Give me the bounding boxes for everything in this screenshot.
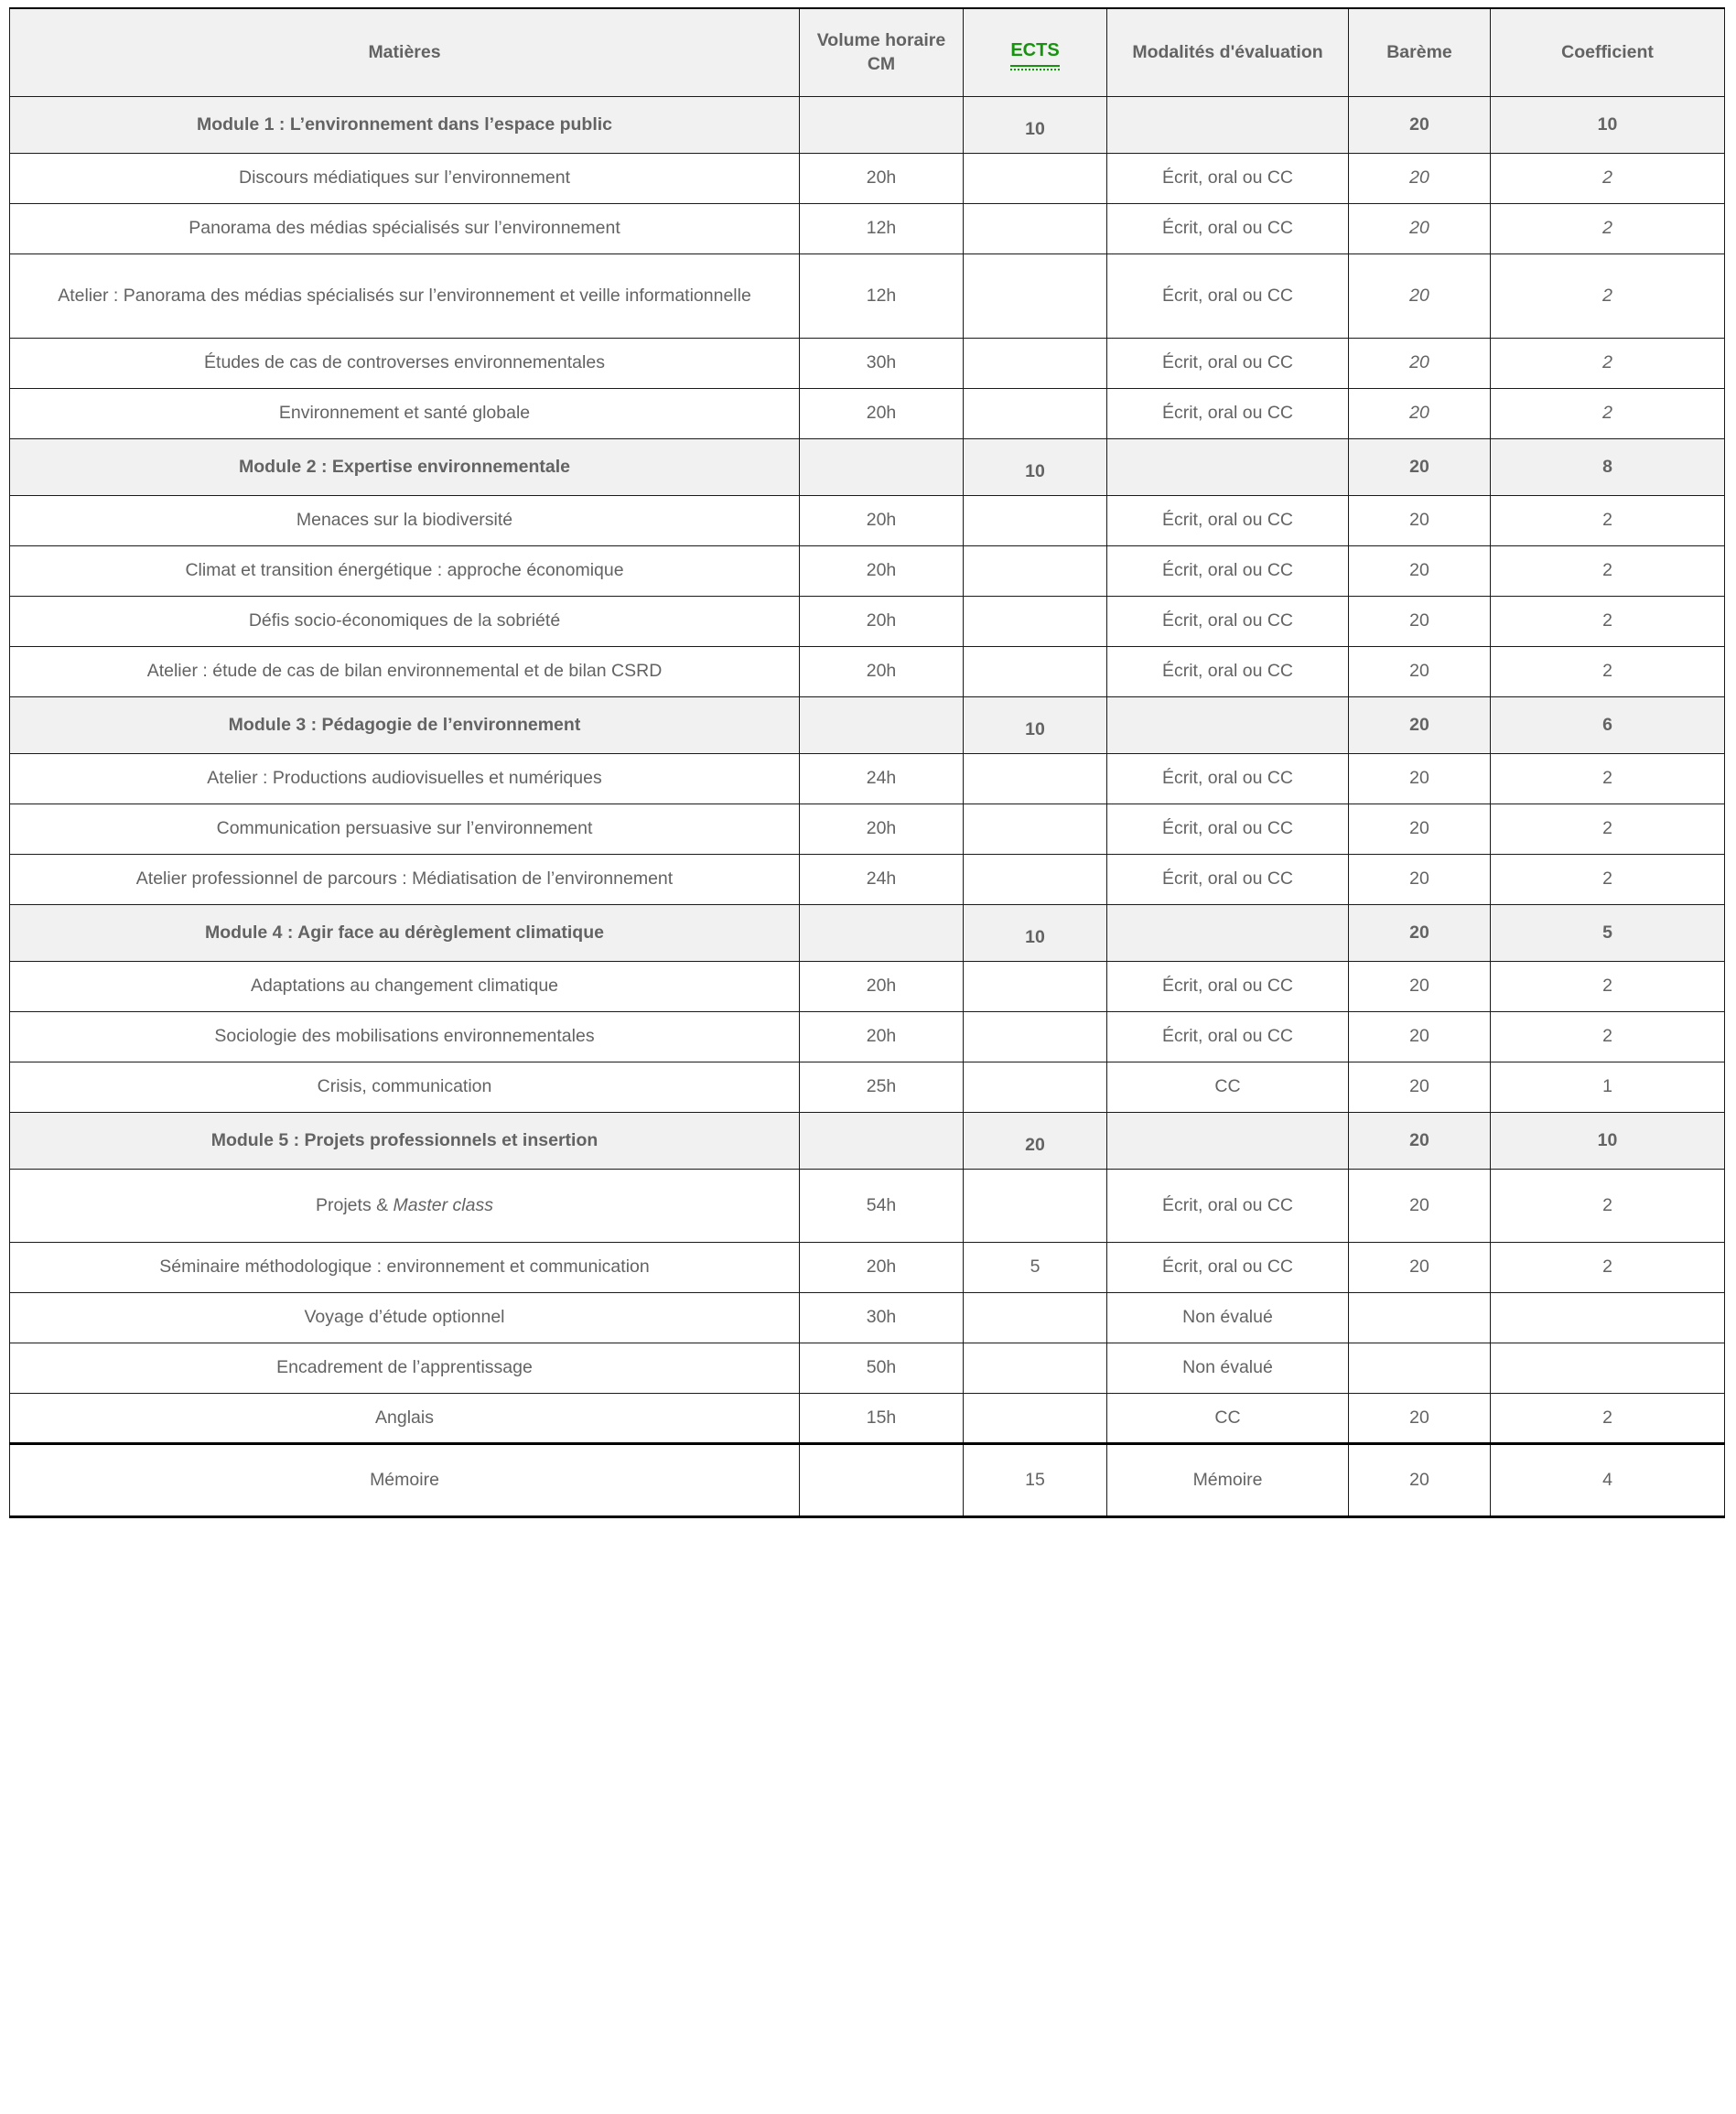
modalites-value: Écrit, oral ou CC [1107,388,1349,438]
subject-name: Panorama des médias spécialisés sur l’environnement [10,203,800,253]
bareme-value: 20 [1349,1393,1491,1443]
coefficient-value [1491,1292,1725,1343]
table-row [10,1242,1725,1292]
coefficient-value: 2 [1491,388,1725,438]
bareme-value: 20 [1349,1011,1491,1062]
volume-horaire-value: 20h [800,545,964,596]
bareme-value: 20 [1349,854,1491,904]
volume-horaire-value: 20h [800,961,964,1011]
table-row [10,153,1725,203]
table-row [10,1062,1725,1112]
ects-value: 5 [964,1242,1107,1292]
column-header-matieres-label: Matières [368,42,441,63]
bareme-value: 20 [1349,495,1491,545]
subject-name: Communication persuasive sur l’environnement [10,804,800,854]
subject-name: Menaces sur la biodiversité [10,495,800,545]
ects-value [964,961,1107,1011]
coefficient-value: 2 [1491,854,1725,904]
column-header-bareme-label: Barème [1386,42,1452,63]
module-modalites [1107,696,1349,753]
table-row [10,253,1725,338]
subject-name: Projets & Master class [10,1169,800,1242]
module-modalites [1107,96,1349,153]
bareme-value: 20 [1349,153,1491,203]
bareme-value: 20 [1349,961,1491,1011]
module-coefficient: 10 [1491,1112,1725,1169]
module-coefficient: 8 [1491,438,1725,495]
table-row [10,596,1725,646]
ects-value [964,596,1107,646]
coefficient-value [1491,1343,1725,1393]
ects-value [964,1011,1107,1062]
ects-value [964,203,1107,253]
subject-name-emphasis: Master class [393,1194,493,1215]
module-bareme: 20 [1349,1112,1491,1169]
volume-horaire-value: 30h [800,1292,964,1343]
volume-horaire-value: 24h [800,854,964,904]
coefficient-value: 2 [1491,253,1725,338]
modalites-value: CC [1107,1393,1349,1443]
table-row [10,854,1725,904]
table-row [10,753,1725,804]
table-row [10,495,1725,545]
module-title: Module 1 : L’environnement dans l’espace public [10,96,800,153]
module-section-row [10,696,1725,753]
coefficient-value: 2 [1491,545,1725,596]
module-ects: 10 [964,696,1107,753]
column-header-volume-horaire [800,8,964,96]
ects-value [964,1292,1107,1343]
volume-horaire-value: 30h [800,338,964,388]
coefficient-value: 2 [1491,1242,1725,1292]
module-title: Module 4 : Agir face au dérèglement climatique [10,904,800,961]
bareme-value: 20 [1349,596,1491,646]
bareme-value: 20 [1349,253,1491,338]
column-header-ects [964,8,1107,96]
column-header-coefficient [1491,8,1725,96]
modalites-value: Écrit, oral ou CC [1107,1169,1349,1242]
modalites-value: Écrit, oral ou CC [1107,338,1349,388]
coefficient-value: 2 [1491,1393,1725,1443]
coefficient-value: 1 [1491,1062,1725,1112]
ects-value [964,753,1107,804]
volume-horaire-value: 15h [800,1393,964,1443]
subject-name: Atelier : Productions audiovisuelles et numériques [10,753,800,804]
coefficient-value: 2 [1491,153,1725,203]
modalites-value: Écrit, oral ou CC [1107,153,1349,203]
volume-horaire-value: 20h [800,1242,964,1292]
modalites-value: Écrit, oral ou CC [1107,203,1349,253]
column-header-matieres [10,8,800,96]
module-bareme: 20 [1349,96,1491,153]
ects-value [964,495,1107,545]
bareme-value: 20 [1349,203,1491,253]
ects-value [964,1393,1107,1443]
subject-name: Discours médiatiques sur l’environnement [10,153,800,203]
column-header-volume-line2: CM [867,54,896,75]
coefficient-value: 2 [1491,961,1725,1011]
modalites-value: Écrit, oral ou CC [1107,495,1349,545]
table-row [10,646,1725,696]
modalites-value: Écrit, oral ou CC [1107,596,1349,646]
module-ects: 10 [964,96,1107,153]
table-row [10,1292,1725,1343]
volume-horaire-value: 20h [800,804,964,854]
module-bareme: 20 [1349,696,1491,753]
bareme-value [1349,1343,1491,1393]
subject-name: Atelier : Panorama des médias spécialisés sur l’environnement et veille informationnelle [10,253,800,338]
module-bareme: 20 [1349,438,1491,495]
module-modalites [1107,438,1349,495]
module-ects: 10 [964,438,1107,495]
coefficient-value: 2 [1491,1169,1725,1242]
ects-value [964,1169,1107,1242]
bareme-value: 20 [1349,1062,1491,1112]
module-bareme: 20 [1349,904,1491,961]
module-section-row [10,904,1725,961]
volume-horaire-value: 20h [800,153,964,203]
bareme-value: 20 [1349,1242,1491,1292]
subject-name: Atelier professionnel de parcours : Médiatisation de l’environnement [10,854,800,904]
coefficient-value: 2 [1491,203,1725,253]
bareme-value: 20 [1349,804,1491,854]
bareme-value: 20 [1349,338,1491,388]
modalites-value: Non évalué [1107,1292,1349,1343]
table-row [10,388,1725,438]
table-body [10,96,1725,1516]
coefficient-value: 2 [1491,1011,1725,1062]
ects-value: 15 [964,1443,1107,1516]
modalites-value: Mémoire [1107,1443,1349,1516]
ects-value [964,854,1107,904]
volume-horaire-value: 50h [800,1343,964,1393]
module-volume [800,696,964,753]
module-title: Module 5 : Projets professionnels et insertion [10,1112,800,1169]
subject-name: Voyage d’étude optionnel [10,1292,800,1343]
table-row [10,1011,1725,1062]
column-header-bareme [1349,8,1491,96]
module-ects: 20 [964,1112,1107,1169]
column-header-modalites [1107,8,1349,96]
subject-name: Environnement et santé globale [10,388,800,438]
curriculum-table [9,7,1725,1518]
table-row [10,545,1725,596]
table-row [10,338,1725,388]
subject-name: Sociologie des mobilisations environnementales [10,1011,800,1062]
volume-horaire-value: 20h [800,596,964,646]
volume-horaire-value: 20h [800,388,964,438]
subject-name: Crisis, communication [10,1062,800,1112]
subject-name: Mémoire [10,1443,800,1516]
module-volume [800,96,964,153]
table-row [10,203,1725,253]
modalites-value: Écrit, oral ou CC [1107,854,1349,904]
table-header-row [10,8,1725,96]
table-row [10,1443,1725,1516]
modalites-value: Écrit, oral ou CC [1107,1242,1349,1292]
ects-value [964,253,1107,338]
bareme-value: 20 [1349,1443,1491,1516]
column-header-ects-label: ECTS [1010,38,1059,67]
modalites-value: Écrit, oral ou CC [1107,804,1349,854]
volume-horaire-value: 12h [800,253,964,338]
modalites-value: Écrit, oral ou CC [1107,961,1349,1011]
subject-name: Études de cas de controverses environnementales [10,338,800,388]
module-section-row [10,1112,1725,1169]
module-section-row [10,438,1725,495]
volume-horaire-value: 20h [800,1011,964,1062]
volume-horaire-value: 24h [800,753,964,804]
module-coefficient: 5 [1491,904,1725,961]
modalites-value: Écrit, oral ou CC [1107,253,1349,338]
subject-name: Climat et transition énergétique : approche économique [10,545,800,596]
coefficient-value: 2 [1491,753,1725,804]
volume-horaire-value: 20h [800,646,964,696]
bareme-value: 20 [1349,753,1491,804]
volume-horaire-value: 54h [800,1169,964,1242]
subject-name: Anglais [10,1393,800,1443]
volume-horaire-value: 12h [800,203,964,253]
module-section-row [10,96,1725,153]
coefficient-value: 4 [1491,1443,1725,1516]
modalites-value: Écrit, oral ou CC [1107,545,1349,596]
table-row [10,961,1725,1011]
column-header-coefficient-label: Coefficient [1561,42,1654,63]
module-ects: 10 [964,904,1107,961]
ects-value [964,388,1107,438]
ects-value [964,545,1107,596]
coefficient-value: 2 [1491,338,1725,388]
ects-value [964,1062,1107,1112]
volume-horaire-value [800,1443,964,1516]
coefficient-value: 2 [1491,646,1725,696]
modalites-value: Écrit, oral ou CC [1107,646,1349,696]
bareme-value: 20 [1349,646,1491,696]
bareme-value: 20 [1349,388,1491,438]
column-header-modalites-label: Modalités d'évaluation [1132,42,1323,63]
column-header-volume-line1: Volume horaire [816,29,946,50]
bareme-value: 20 [1349,545,1491,596]
volume-horaire-value: 20h [800,495,964,545]
bareme-value: 20 [1349,1169,1491,1242]
coefficient-value: 2 [1491,804,1725,854]
ects-value [964,153,1107,203]
subject-name: Atelier : étude de cas de bilan environnemental et de bilan CSRD [10,646,800,696]
coefficient-value: 2 [1491,495,1725,545]
ects-value [964,804,1107,854]
module-volume [800,904,964,961]
modalites-value: CC [1107,1062,1349,1112]
table-row [10,804,1725,854]
modalites-value: Écrit, oral ou CC [1107,1011,1349,1062]
module-title: Module 2 : Expertise environnementale [10,438,800,495]
module-coefficient: 10 [1491,96,1725,153]
ects-value [964,646,1107,696]
bareme-value [1349,1292,1491,1343]
table-row [10,1393,1725,1443]
module-modalites [1107,1112,1349,1169]
volume-horaire-value: 25h [800,1062,964,1112]
table-row [10,1169,1725,1242]
ects-value [964,338,1107,388]
subject-name: Séminaire méthodologique : environnement et communication [10,1242,800,1292]
ects-value [964,1343,1107,1393]
subject-name: Adaptations au changement climatique [10,961,800,1011]
subject-name: Encadrement de l’apprentissage [10,1343,800,1393]
module-volume [800,1112,964,1169]
modalites-value: Écrit, oral ou CC [1107,753,1349,804]
module-modalites [1107,904,1349,961]
module-coefficient: 6 [1491,696,1725,753]
modalites-value: Non évalué [1107,1343,1349,1393]
module-title: Module 3 : Pédagogie de l’environnement [10,696,800,753]
module-volume [800,438,964,495]
subject-name: Défis socio-économiques de la sobriété [10,596,800,646]
coefficient-value: 2 [1491,596,1725,646]
table-row [10,1343,1725,1393]
